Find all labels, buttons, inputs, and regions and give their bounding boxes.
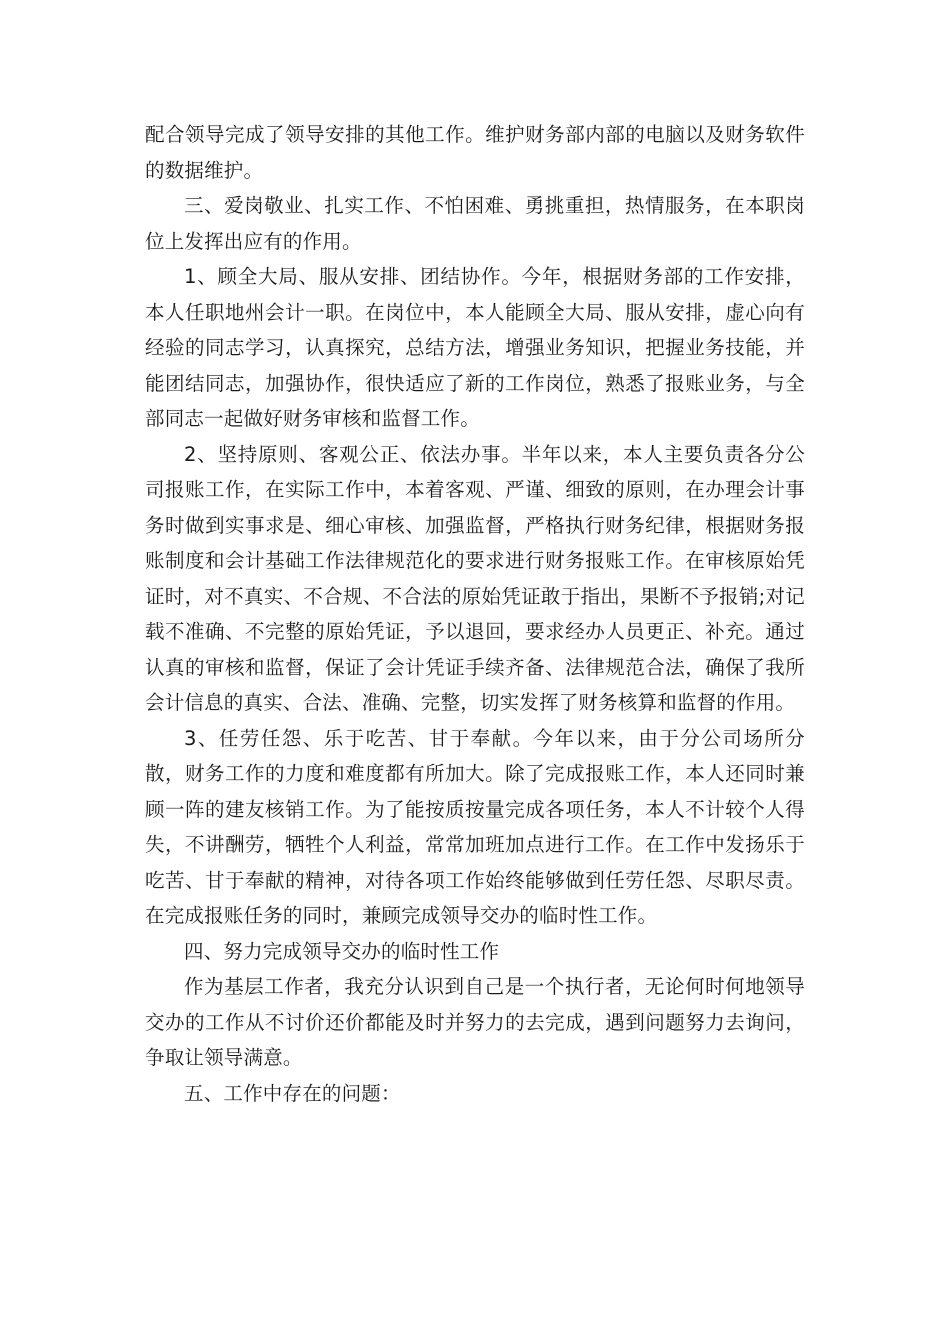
document-body [145, 117, 805, 1111]
heading-section-four: 四、努力完成领导交办的临时性工作 [184, 939, 500, 963]
paragraph-item-two: 2、坚持原则、客观公正、依法办事。半年以来，本人主要负责各分公司报账工作，在实际工作中，本着客观、严谨、细致的原则，在办理会计事务时做到实事求是、细心审核、加强监督，严格执行财务纪律，根据财务报账制度和会计基础工作法律规范化的要求进行财务报账工作。在审核原始凭证时，对不真实、不合规、不合法的原始凭证敢于指出，果断不予报销;对记载不准确、不完整的原始凭证，予以退回，要求经办人员更正、补充。通过认真的审核和监督，保证了会计凭证手续齐备、法律规范合法，确保了我所会计信息的真实、合法、准确、完整，切实发挥了财务核算和监督的作用。 [145, 442, 805, 714]
paragraph-continuation: 配合领导完成了领导安排的其他工作。维护财务部内部的电脑以及财务软件的数据维护。 [145, 123, 805, 182]
paragraph-item-one: 1、顾全大局、服从安排、团结协作。今年，根据财务部的工作安排，本人任职地州会计一职。在岗位中，本人能顾全大局、服从安排，虚心向有经验的同志学习，认真探究，总结方法，增强业务知识，把握业务技能，并能团结同志，加强协作，很快适应了新的工作岗位，熟悉了报账业务，与全部同志一起做好财务审核和监督工作。 [145, 265, 805, 430]
heading-section-five: 五、工作中存在的问题： [184, 1081, 401, 1105]
paragraph-item-three: 3、任劳任怨、乐于吃苦、甘于奉献。今年以来，由于分公司场所分散，财务工作的力度和难度都有所加大。除了完成报账工作，本人还同时兼顾一阵的建友核销工作。为了能按质按量完成各项任务，本人不计较个人得失，不讲酬劳，牺牲个人利益，常常加班加点进行工作。在工作中发扬乐于吃苦、甘于奉献的精神，对待各项工作始终能够做到任劳任怨、尽职尽责。在完成报账任务的同时，兼顾完成领导交办的临时性工作。 [145, 726, 805, 927]
paragraph-section-four-body: 作为基层工作者，我充分认识到自己是一个执行者，无论何时何地领导交办的工作从不讨价还价都能及时并努力的去完成，遇到问题努力去询问，争取让领导满意。 [145, 975, 805, 1069]
paragraph-section-three: 三、爱岗敬业、扎实工作、不怕困难、勇挑重担，热情服务，在本职岗位上发挥出应有的作用。 [145, 194, 805, 253]
